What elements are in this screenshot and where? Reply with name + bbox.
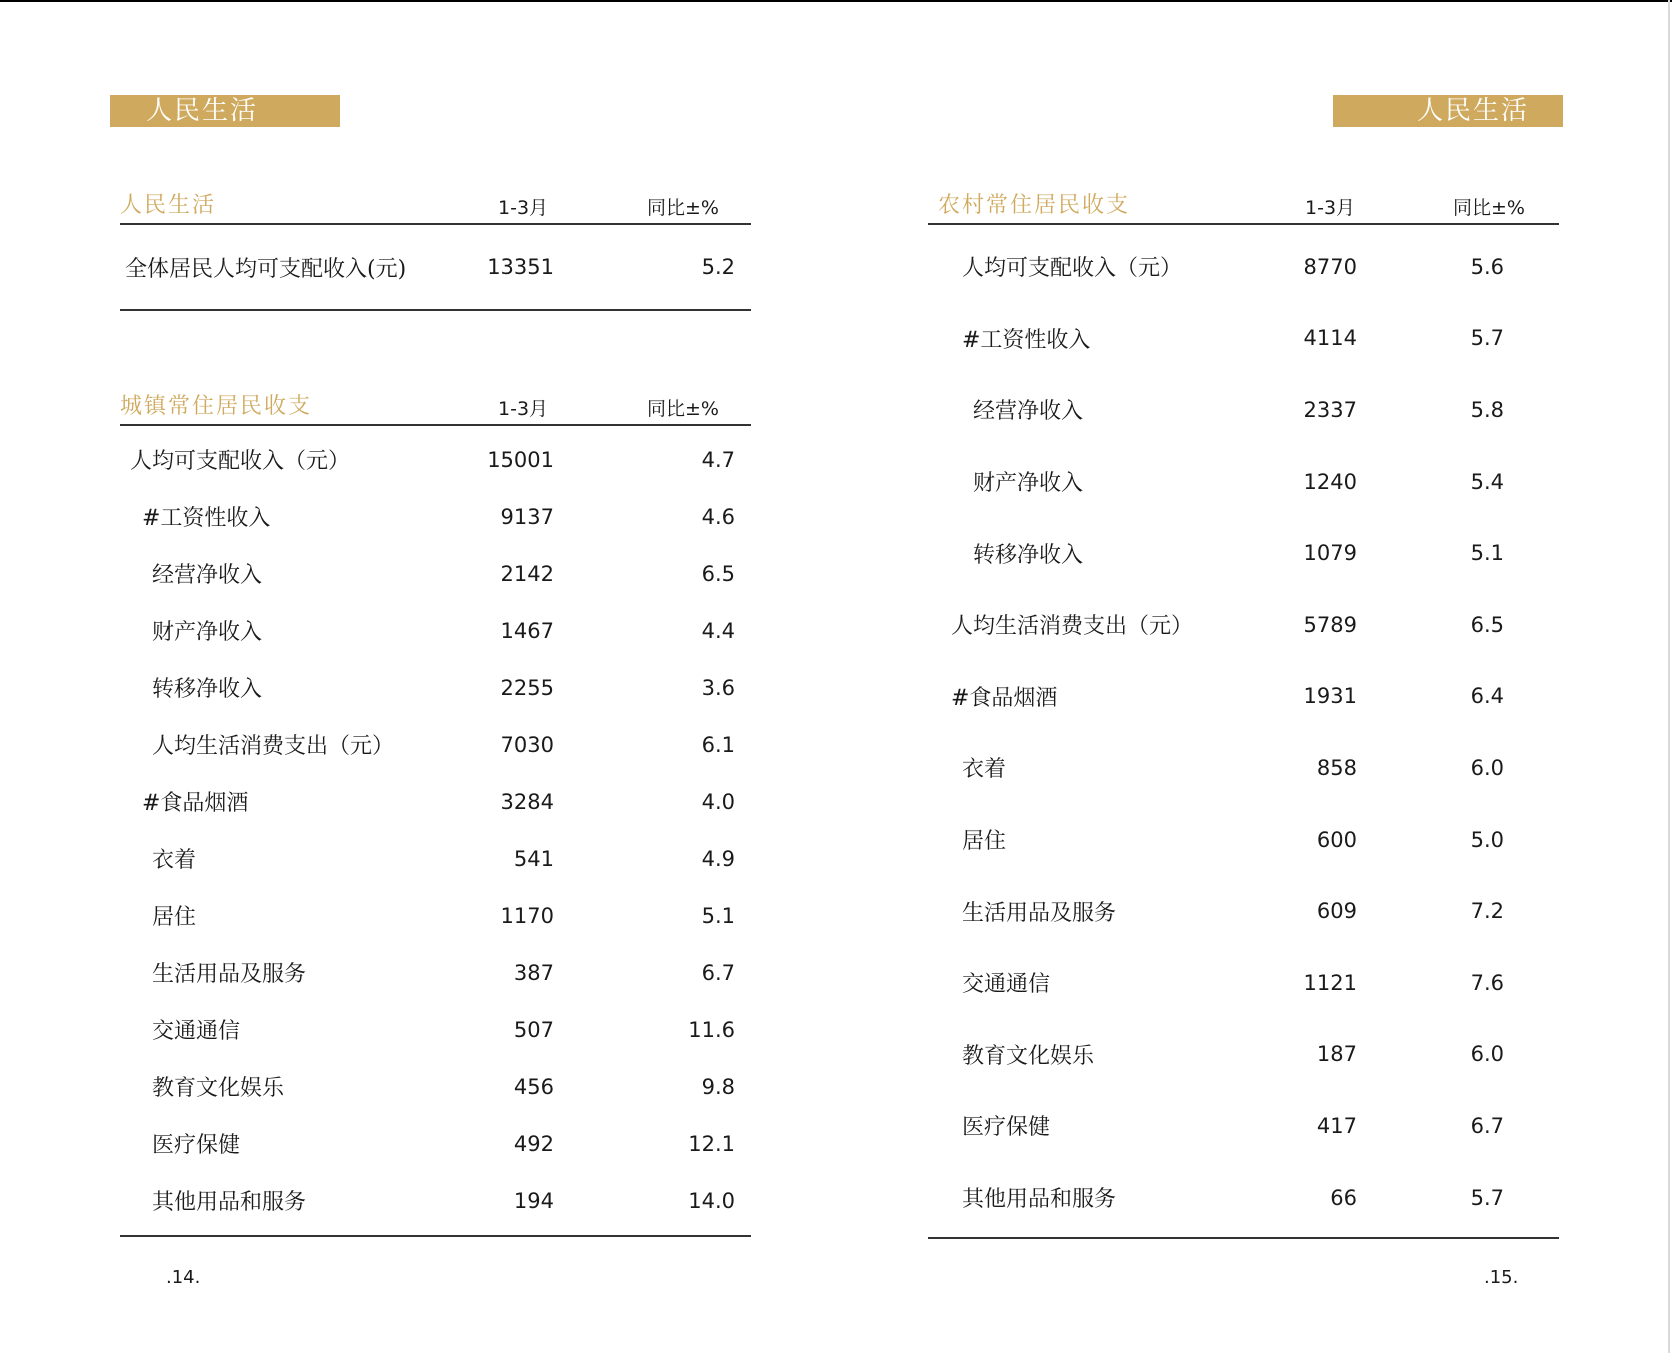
row-value: 1240 (1303, 469, 1357, 494)
row-yoy: 6.5 (701, 561, 735, 586)
section-banner: 人民生活 (110, 95, 340, 127)
row-label: 衣着 (962, 757, 1007, 783)
row-value: 492 (513, 1131, 554, 1156)
table-bottom-rule (928, 1237, 1559, 1239)
summary-table-title: 人民生活 (120, 193, 217, 218)
table-row (120, 830, 751, 887)
row-label: #工资性收入 (962, 327, 1091, 353)
table-row (120, 545, 751, 602)
table-row (928, 303, 1559, 375)
row-value: 600 (1316, 827, 1357, 852)
row-yoy: 5.2 (701, 255, 735, 279)
table-row (120, 1172, 751, 1229)
row-yoy: 11.6 (688, 1017, 735, 1042)
row-label: 交通通信 (962, 972, 1051, 998)
row-label: 转移净收入 (152, 677, 263, 702)
column-header-period: 1-3月 (498, 398, 549, 420)
table-row (928, 875, 1559, 947)
table-row (120, 602, 751, 659)
row-value: 66 (1330, 1185, 1357, 1210)
table-row (120, 944, 751, 1001)
row-label: 生活用品及服务 (152, 962, 307, 987)
table-row (928, 1162, 1559, 1234)
table-row (120, 431, 751, 488)
rural-table-title: 农村常住居民收支 (938, 193, 1131, 218)
page-number: .15. (1484, 1267, 1519, 1288)
summary-table-header (120, 193, 751, 225)
row-value: 507 (513, 1017, 554, 1042)
row-yoy: 5.1 (701, 903, 735, 928)
row-yoy: 5.7 (1470, 326, 1504, 351)
row-label: 医疗保健 (152, 1133, 241, 1158)
table-row (928, 517, 1559, 589)
row-label: 教育文化娱乐 (152, 1076, 285, 1101)
rural-income-expenditure-table (928, 193, 1559, 1239)
row-label: 转移净收入 (973, 542, 1084, 568)
row-yoy: 14.0 (688, 1188, 735, 1213)
row-yoy: 4.9 (701, 846, 735, 871)
row-value: 417 (1316, 1113, 1357, 1138)
table-row (928, 947, 1559, 1019)
row-value: 858 (1316, 755, 1357, 780)
row-value: 187 (1316, 1042, 1357, 1067)
row-yoy: 12.1 (688, 1131, 735, 1156)
table-row (120, 659, 751, 716)
row-label: 交通通信 (152, 1019, 241, 1044)
row-yoy: 4.7 (701, 447, 735, 472)
row-value: 1170 (500, 903, 554, 928)
table-row (928, 589, 1559, 661)
table-row (120, 716, 751, 773)
row-yoy: 4.4 (701, 618, 735, 643)
row-label: 人均可支配收入（元） (962, 256, 1183, 282)
table-row (928, 732, 1559, 804)
row-yoy: 6.5 (1470, 612, 1504, 637)
table-row (928, 231, 1559, 303)
row-yoy: 6.4 (1470, 684, 1504, 709)
row-value: 2255 (500, 675, 554, 700)
row-label: 人均生活消费支出（元） (152, 734, 395, 759)
table-row (928, 661, 1559, 733)
row-yoy: 5.6 (1470, 254, 1504, 279)
row-value: 9137 (500, 504, 554, 529)
column-header-period: 1-3月 (498, 197, 549, 219)
row-label: 财产净收入 (152, 620, 263, 645)
row-value: 3284 (500, 789, 554, 814)
table-row (120, 887, 751, 944)
row-value: 2142 (500, 561, 554, 586)
row-label: 医疗保健 (962, 1115, 1051, 1141)
column-header-period: 1-3月 (1305, 197, 1356, 219)
column-header-yoy: 同比±% (647, 398, 719, 420)
row-value: 1121 (1303, 970, 1357, 995)
summary-table (120, 193, 751, 311)
row-label: 其他用品和服务 (152, 1190, 307, 1215)
row-label: 经营净收入 (973, 399, 1084, 425)
table-row (120, 488, 751, 545)
row-value: 2337 (1303, 397, 1357, 422)
table-bottom-rule (120, 309, 751, 311)
row-value: 387 (513, 960, 554, 985)
row-value: 609 (1316, 899, 1357, 924)
row-yoy: 7.2 (1470, 899, 1504, 924)
column-header-yoy: 同比±% (1453, 197, 1525, 219)
row-label: 生活用品及服务 (962, 900, 1117, 926)
row-yoy: 5.1 (1470, 541, 1504, 566)
row-yoy: 6.0 (1470, 755, 1504, 780)
row-yoy: 5.4 (1470, 469, 1504, 494)
urban-table-title: 城镇常住居民收支 (120, 394, 313, 419)
row-label: #食品烟酒 (951, 685, 1058, 711)
row-value: 1467 (500, 618, 554, 643)
row-label: #工资性收入 (142, 506, 271, 531)
right-page (836, 0, 1672, 1353)
row-yoy: 7.6 (1470, 970, 1504, 995)
row-value: 13351 (487, 255, 554, 279)
table-row (928, 1090, 1559, 1162)
row-yoy: 4.0 (701, 789, 735, 814)
row-yoy: 6.1 (701, 732, 735, 757)
table-row (120, 1058, 751, 1115)
row-label: 财产净收入 (973, 471, 1084, 497)
table-row (120, 773, 751, 830)
row-value: 15001 (487, 447, 554, 472)
row-value: 1079 (1303, 541, 1357, 566)
row-label: 居住 (152, 905, 197, 930)
row-yoy: 5.0 (1470, 827, 1504, 852)
table-row (928, 446, 1559, 518)
table-row (120, 225, 751, 309)
row-label: #食品烟酒 (142, 791, 249, 816)
row-value: 8770 (1303, 254, 1357, 279)
row-label: 全体居民人均可支配收入(元) (125, 256, 407, 282)
row-label: 居住 (962, 829, 1007, 855)
row-value: 4114 (1303, 326, 1357, 351)
row-label: 人均可支配收入（元） (130, 449, 351, 474)
row-yoy: 4.6 (701, 504, 735, 529)
row-value: 5789 (1303, 612, 1357, 637)
row-value: 194 (513, 1188, 554, 1213)
column-header-yoy: 同比±% (647, 197, 719, 219)
row-value: 1931 (1303, 684, 1357, 709)
row-yoy: 9.8 (701, 1074, 735, 1099)
table-row (120, 1115, 751, 1172)
row-value: 541 (513, 846, 554, 871)
page-number: .14. (166, 1267, 201, 1288)
urban-table-header (120, 394, 751, 426)
row-yoy: 6.7 (1470, 1113, 1504, 1138)
row-value: 7030 (500, 732, 554, 757)
row-yoy: 5.7 (1470, 1185, 1504, 1210)
urban-income-expenditure-table (120, 394, 751, 1237)
row-yoy: 3.6 (701, 675, 735, 700)
row-label: 教育文化娱乐 (962, 1043, 1095, 1069)
row-yoy: 5.8 (1470, 397, 1504, 422)
row-yoy: 6.0 (1470, 1042, 1504, 1067)
table-bottom-rule (120, 1235, 751, 1237)
table-row (120, 1001, 751, 1058)
row-label: 人均生活消费支出（元） (951, 614, 1194, 640)
row-value: 456 (513, 1074, 554, 1099)
table-row (928, 374, 1559, 446)
table-row (928, 1019, 1559, 1091)
row-label: 其他用品和服务 (962, 1187, 1117, 1213)
row-yoy: 6.7 (701, 960, 735, 985)
row-label: 经营净收入 (152, 563, 263, 588)
section-banner: 人民生活 (1333, 95, 1563, 127)
row-label: 衣着 (152, 848, 197, 873)
rural-table-header (928, 193, 1559, 225)
table-row (928, 804, 1559, 876)
